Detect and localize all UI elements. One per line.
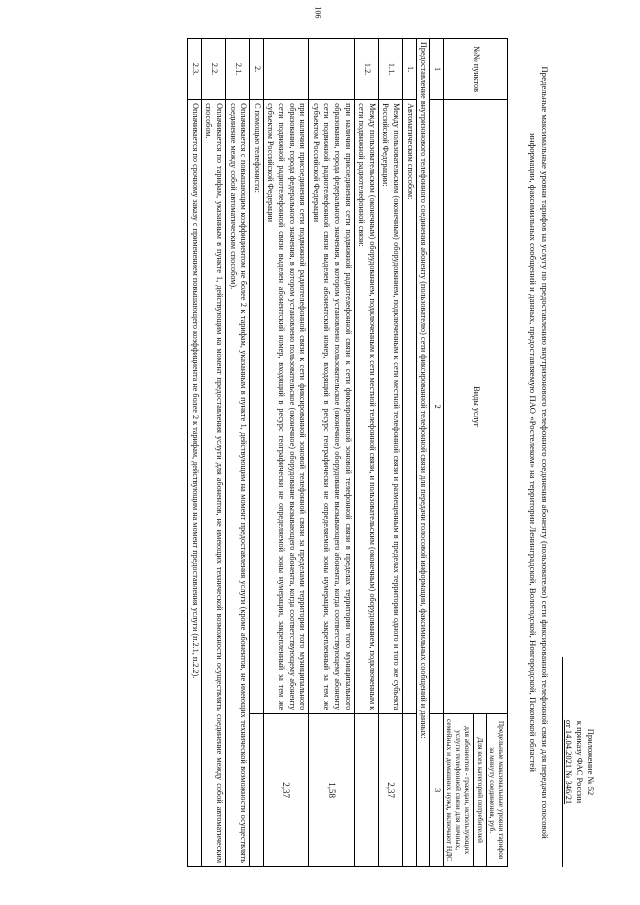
table-row xyxy=(226,39,250,867)
table-row xyxy=(416,39,430,867)
table-row xyxy=(354,39,378,867)
table-row xyxy=(403,39,417,867)
row-number: 2. xyxy=(250,39,264,100)
rotated-document xyxy=(55,30,600,875)
row-number: 1.2. xyxy=(354,39,378,100)
table-body xyxy=(188,39,430,867)
col-val-sub2: для абонентов - граждан, использующих услуги телефонной связи для личных, семейных и домашних нужд, включают НДС xyxy=(443,714,474,867)
row-number: 1. xyxy=(403,39,417,100)
row-number: 2.2. xyxy=(201,39,225,100)
table-row xyxy=(309,39,354,867)
row-number xyxy=(263,39,308,100)
index-2: 2 xyxy=(430,100,444,714)
title-text: Предельные максимальные уровни тарифов на услугу по предоставлению внутризонового телефонного соединения абоненту (пользователю) сети фиксированной телефонной связи для передачи голосовой информации, факсимильных сообщений и данных, предоставляемую ПАО «Ростелеком» на территории Ленинградской, Вологодской, Новгородской, Псковской областей xyxy=(528,66,550,839)
row-service-text: Оплачивается по срочному заказу с применением повышающего коэффициента не более 2 к тарифам, действующим на момент предоставления услуги (п.2.1, п.2.2). xyxy=(188,100,202,867)
table-row xyxy=(250,39,264,867)
row-tariff-value: 1,58 xyxy=(309,714,354,867)
index-3: 3 xyxy=(430,714,444,867)
row-number: 2.3. xyxy=(188,39,202,100)
document-title xyxy=(527,50,550,855)
row-tariff-value: 2,37 xyxy=(263,714,308,867)
appendix-label: Приложение № 52 xyxy=(586,728,596,796)
index-1: 1 xyxy=(430,39,444,100)
table-index-row xyxy=(430,39,444,867)
row-service-text: при наличии присоединения сети подвижной радиотелефонной связи к сети фиксированной зоновой телефонной связи в пределах территории того муниципального образования, города федерального значения, в котором установлено пользовательское (оконечное) оборудование вызывающего абонента, когда соответствующему абоненту сети подвижной радиотелефонной связи выделен абонентский номер, входящий в ресурс географически не определяемой зоны нумерации, закрепленный за тем же субъектом Российской Федерации xyxy=(309,100,354,714)
row-service-text: Оплачивается с повышающим коэффициентом не более 2 к тарифам, указанным в пункте 1, действующим на момент предоставления услуги (кроме абонентов, не имеющих технической возможности осуществлять соединение между собой автоматическим способом). xyxy=(226,100,250,867)
row-tariff-value xyxy=(250,714,264,867)
col-val-sub1: Для всех категорий потребителей xyxy=(474,714,486,867)
row-tariff-value: 2,37 xyxy=(378,714,402,867)
section-heading: Предоставление внутризонового телефонного соединения абоненту (пользователю) сети фиксированной телефонной связи для передачи голосовой информации, факсимильных сообщений и данных: xyxy=(416,39,430,867)
tariff-table xyxy=(187,38,508,867)
col-svc-header: Виды услуг xyxy=(443,100,507,714)
row-service-text: Между пользовательским (оконечным) оборудованием, подключенным к сети местной телефонной связи и размещенным в пределах территории одного и того же субъекта Российской Федерации: xyxy=(378,100,402,714)
order-label: к приказу ФАС России xyxy=(575,720,585,804)
row-number: 2.1. xyxy=(226,39,250,100)
page-number: 106 xyxy=(313,6,323,19)
table-header-row xyxy=(486,39,507,867)
order-date xyxy=(562,657,574,867)
col-val-header: Предельные максимальные уровни тарифов за минуту соединения, руб. xyxy=(486,714,507,867)
row-tariff-value xyxy=(403,714,417,867)
table-row xyxy=(378,39,402,867)
row-number xyxy=(309,39,354,100)
row-tariff-value xyxy=(354,714,378,867)
row-service-text: Между пользовательским (оконечным) оборудованием, подключенным к сети местной телефонной связи, и пользовательским (оконечным) оборудованием, подключенным к сети подвижной радиотелефонной связи: xyxy=(354,100,378,714)
order-header xyxy=(562,657,596,867)
row-service-text: Оплачивается по тарифам, указанным в пункте 1, действующим на момент предоставления услуги для абонентов, не имеющих технической возможности осуществлять соединение между собой автоматическим способом. xyxy=(201,100,225,867)
row-service-text: при наличии присоединения сети подвижной радиотелефонной связи к сети фиксированной зоновой телефонной связи за пределами территории того муниципального образования, города федерального значения, в котором установлено пользовательское (оконечное) оборудование вызывающего абонента, когда соответствующему абоненту сети подвижной радиотелефонной связи выделен абонентский номер, входящий в ресурс географически не определяемой зоны нумерации, закрепленный за тем же субъектом Российской Федерации xyxy=(263,100,308,714)
col-num-header: №№ пунктов xyxy=(443,39,507,100)
row-service-text: С помощью телефониста: xyxy=(250,100,264,714)
row-service-text: Автоматическим способом: xyxy=(403,100,417,714)
table-row xyxy=(201,39,225,867)
table-row xyxy=(188,39,202,867)
table-row xyxy=(263,39,308,867)
row-number: 1.1. xyxy=(378,39,402,100)
order-date-text: от 14.04.2021 № 346/21 xyxy=(564,719,574,805)
